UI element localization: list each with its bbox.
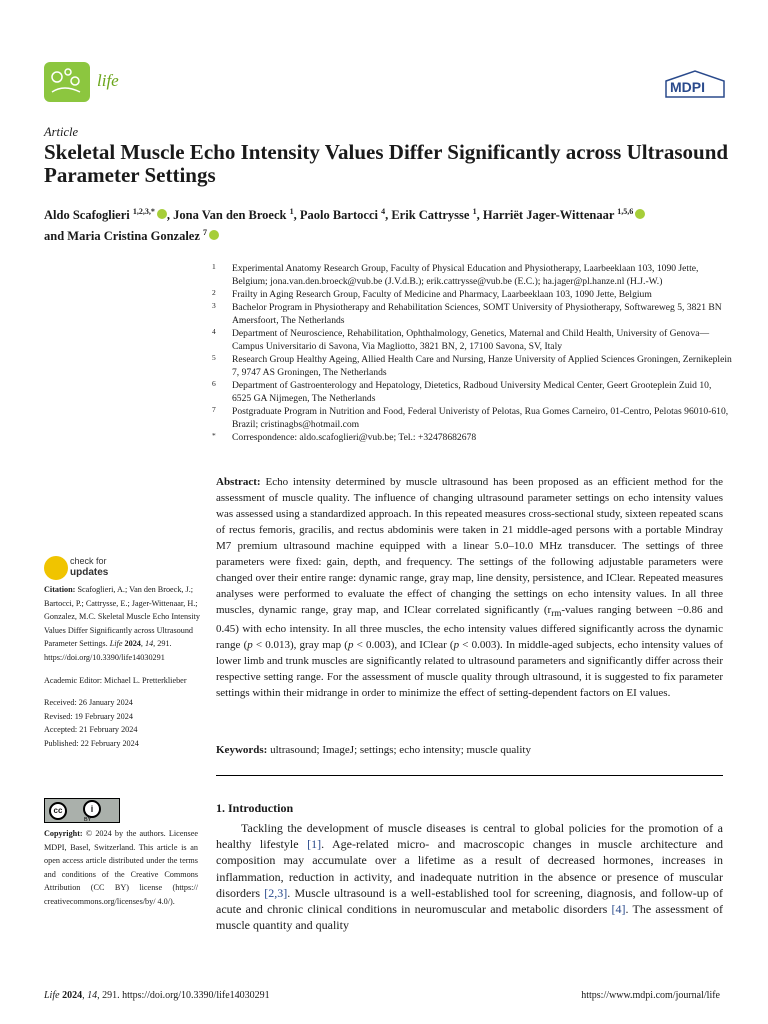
affiliation-number: 2 xyxy=(212,288,216,297)
footer-journal: Life xyxy=(44,990,60,1001)
abstract xyxy=(216,474,723,701)
by-label: BY xyxy=(84,817,92,823)
affiliation-item xyxy=(212,431,732,444)
section-heading-introduction: 1. Introduction xyxy=(216,801,294,815)
author-affiliation-marker: 4 xyxy=(381,207,386,216)
updates-line1: check for xyxy=(70,556,107,566)
affiliation-text: Postgraduate Program in Nutrition and Food, Federal Univeristy of Pelotas, Rua Gomes Carneiro, 01-Centro, Pelotas 96010-610, Brazil; cristinagbs@hotmail.com xyxy=(232,406,729,430)
footer-volume: 14 xyxy=(87,990,98,1001)
affiliation-number: 1 xyxy=(212,262,216,271)
affiliation-text: Research Group Healthy Ageing, Allied Health Care and Nursing, Hanze University of Applied Sciences Groningen, Zernikeplein 7, 9747 AS Groningen, The Netherlands xyxy=(232,354,732,378)
affiliation-number: 6 xyxy=(212,379,216,388)
affiliation-number: 3 xyxy=(212,301,216,310)
abstract-label: Abstract: xyxy=(216,476,261,488)
affiliation-text: Department of Gastroenterology and Hepatology, Dietetics, Radboud University Medical Center, Geert Grooteplein Zuid 10, 6525 GA Nijmegen, The Netherlands xyxy=(232,380,712,404)
academic-editor: Academic Editor: Michael L. Pretterklieber xyxy=(44,675,187,685)
author-name[interactable]: Harriët Jager-Wittenaar xyxy=(482,208,618,223)
affiliation-number: * xyxy=(212,431,216,440)
section-divider xyxy=(216,775,723,776)
author-affiliation-marker: 1,5,6 xyxy=(617,207,634,216)
attribution-icon: i xyxy=(83,800,101,818)
affiliation-text: Correspondence: aldo.scafoglieri@vub.be; Tel.: +32478682678 xyxy=(232,432,477,443)
affiliation-number: 5 xyxy=(212,353,216,362)
author-name[interactable]: Aldo Scafoglieri xyxy=(44,208,133,223)
citation-journal: Life xyxy=(109,639,123,649)
author-affiliation-marker: 1 xyxy=(289,207,294,216)
citation-label: Citation: xyxy=(44,585,76,594)
dates xyxy=(44,696,202,750)
introduction-text: Tackling the development of muscle diseases is central to global policies for the promotion of a healthy lifestyle [1]. Age-related micro- and macroscopic changes in muscle architecture and composition may accumulate over a lifetime as a result of decreased hormones, increases in inflammation, reduction in activity, and inadequate nutrition in the absence or presence of muscular disorders [2,3]. Muscle ultrasound is a well-established tool for screening, diagnosis, and follow-up of acute and chronic clinical conditions in neuromuscular and metabolic disorders [4]. The assessment of muscle quantity and quality xyxy=(216,821,724,933)
check-updates-icon xyxy=(44,556,68,580)
author-name[interactable]: Maria Cristina Gonzalez xyxy=(67,229,204,244)
publisher-logo xyxy=(664,69,726,99)
author-name[interactable]: Jona Van den Broeck xyxy=(173,208,290,223)
journal-name: life xyxy=(97,71,119,90)
affiliation-text: Bachelor Program in Physiotherapy and Rehabilitation Sciences, SOMT University of Physiotherapy, Softwareweg 5, 3821 BN Amersfoort, The Netherlands xyxy=(232,302,722,326)
affiliation-item xyxy=(212,405,732,431)
footer-citation: Life 2024, 14, 291. https://doi.org/10.3390/life14030291 xyxy=(44,990,270,1001)
affiliation-text: Frailty in Aging Research Group, Faculty of Medicine and Pharmacy, Laarbeeklaan 103, 1090 Jette, Belgium xyxy=(232,289,652,300)
copyright-notice xyxy=(44,827,198,909)
cc-by-license-badge[interactable] xyxy=(44,798,120,823)
affiliations xyxy=(212,262,732,444)
affiliation-item xyxy=(212,262,732,288)
article-sidebar xyxy=(44,583,202,751)
footer-year: 2024 xyxy=(62,990,83,1001)
date-published: Published: 22 February 2024 xyxy=(44,738,139,748)
affiliation-text: Department of Neuroscience, Rehabilitation, Ophthalmology, Genetics, Maternal and Child Health, University of Genova—Campus Universitario di Savona, Via Magliotto, 3821 BN, 2, 17100 Savona, SV, Italy xyxy=(232,328,710,352)
affiliation-number: 7 xyxy=(212,405,216,414)
author-affiliation-marker: 1,2,3,* xyxy=(132,207,155,216)
orcid-icon[interactable] xyxy=(157,209,167,219)
affiliation-text: Experimental Anatomy Research Group, Faculty of Physical Education and Physiotherapy, Laarbeeklaan 103, 1090 Jette, Belgium; jona.van.den.broeck@vub.be (J.V.d.B.); erik.cattrysse@vub.be (E.C.); ha.jager@pl.hanze.nl (H.J.-W.) xyxy=(232,263,699,287)
date-received: Received: 26 January 2024 xyxy=(44,698,133,708)
footer-doi[interactable]: , 291. https://doi.org/10.3390/life14030291 xyxy=(97,990,270,1001)
affiliation-item xyxy=(212,327,732,353)
affiliation-item xyxy=(212,301,732,327)
author-affiliation-marker: 7 xyxy=(203,228,208,238)
citation: Citation: Scafoglieri, A.; Van den Broeck, J.; Bartocci, P.; Cattrysse, E.; Jager-Wittenaar, H.; Gonzalez, M.C. Skeletal Muscle Echo Intensity Values Differ Significantly across Ultrasound Parameter Settings. Life 2024, 14, 291. https://doi.org/10.3390/life14030291 xyxy=(44,585,200,662)
updates-line2: updates xyxy=(70,567,109,578)
publisher-name: MDPI xyxy=(670,79,705,95)
author-list: Aldo Scafoglieri $^{1,2,3,*}$ , Jona Van den Broeck $^1$, Paolo Bartocci $^4$, Erik Cattrysse $^1$, Harriët Jager-Wittenaar $^{1,5,6}$ and Maria Cristina Gonzalez $^7$ xyxy=(44,203,734,245)
affiliation-number: 4 xyxy=(212,327,216,336)
journal-logo-icon xyxy=(44,62,90,102)
abstract-text: Echo intensity determined by muscle ultrasound has been proposed as an efficient method for the assessment of muscle quality. The influence of changing ultrasound parameter settings on echo intensity values was assessed using a standardized approach. In this repeated measures cross-sectional study, sixteen repeated scans of rectus femoris, gracilis, and rectus abdominis were taken in 21 middle-aged persons with a portable Mindray M7 premium ultrasound machine equipped with a linear 5.0–10.0 MHz transducer. The settings of three parameters were fixed: gain, depth, and frequency. The settings of the following adjustable parameters were changed over their entire range: dynamic range, gray map, line density, persistence, and IClear. Repeated measures analyses were performed to evaluate the effect of changing the settings on echo intensity values. In all three muscles, dynamic range, gray map, and IClear correlated significantly ($r_{rm}$-values ranging between −0.86 and 0.45) with echo intensity. In all three muscles, the echo intensity values differed significantly across the dynamic range (p < 0.013), gray map (p < 0.003), and IClear (p < 0.003). In middle-aged subjects, echo intensity values of lower limb and trunk muscles are significantly related to ultrasound parameters and significantly differ across their respective setting range. For the assessment of muscle quality through ultrasound, it is suggested to fix parameter settings within their midrange in order to minimize the effect of setting-dependent factors on EI values. xyxy=(216,476,723,700)
cc-icon: cc xyxy=(49,802,67,820)
citation-year: 2024 xyxy=(124,639,141,649)
keywords-label: Keywords: xyxy=(216,744,268,756)
orcid-icon[interactable] xyxy=(209,230,219,240)
citation-text: Scafoglieri, A.; Van den Broeck, J.; Bartocci, P.; Cattrysse, E.; Jager-Wittenaar, H.; Gonzalez, M.C. Skeletal Muscle Echo Intensity Values Differ Significantly across Ultrasound Parameter Settings. xyxy=(44,585,200,649)
citation-volume: 14 xyxy=(144,639,154,649)
article-title: Skeletal Muscle Echo Intensity Values Differ Significantly across Ultrasound Parameter Settings xyxy=(44,140,729,187)
author-affiliation-marker: 1 xyxy=(472,207,477,216)
copyright-label: Copyright: xyxy=(44,829,83,838)
keywords xyxy=(216,742,723,758)
author-name[interactable]: Paolo Bartocci xyxy=(299,208,382,223)
affiliation-item xyxy=(212,379,732,405)
copyright-text: © 2024 by the authors. Licensee MDPI, Basel, Switzerland. This article is an open access article distributed under the terms and conditions of the Creative Commons Attribution (CC BY) license (https:// creativecommons.org/licenses/by/ 4.0/). xyxy=(44,829,198,906)
affiliation-item xyxy=(212,288,732,301)
author-name[interactable]: Erik Cattrysse xyxy=(391,208,473,223)
citation-doi[interactable]: , 291. https://doi.org/10.3390/life14030291 xyxy=(44,639,172,662)
article-type: Article xyxy=(44,125,79,139)
date-revised: Revised: 19 February 2024 xyxy=(44,711,133,721)
author-and: and xyxy=(44,229,68,244)
check-for-updates-button[interactable] xyxy=(44,554,124,584)
orcid-icon[interactable] xyxy=(635,209,645,219)
affiliation-item xyxy=(212,353,732,379)
footer-journal-url[interactable]: https://www.mdpi.com/journal/life xyxy=(581,990,720,1001)
date-accepted: Accepted: 21 February 2024 xyxy=(44,725,138,735)
keywords-text: ultrasound; ImageJ; settings; echo intensity; muscle quality xyxy=(270,744,531,756)
